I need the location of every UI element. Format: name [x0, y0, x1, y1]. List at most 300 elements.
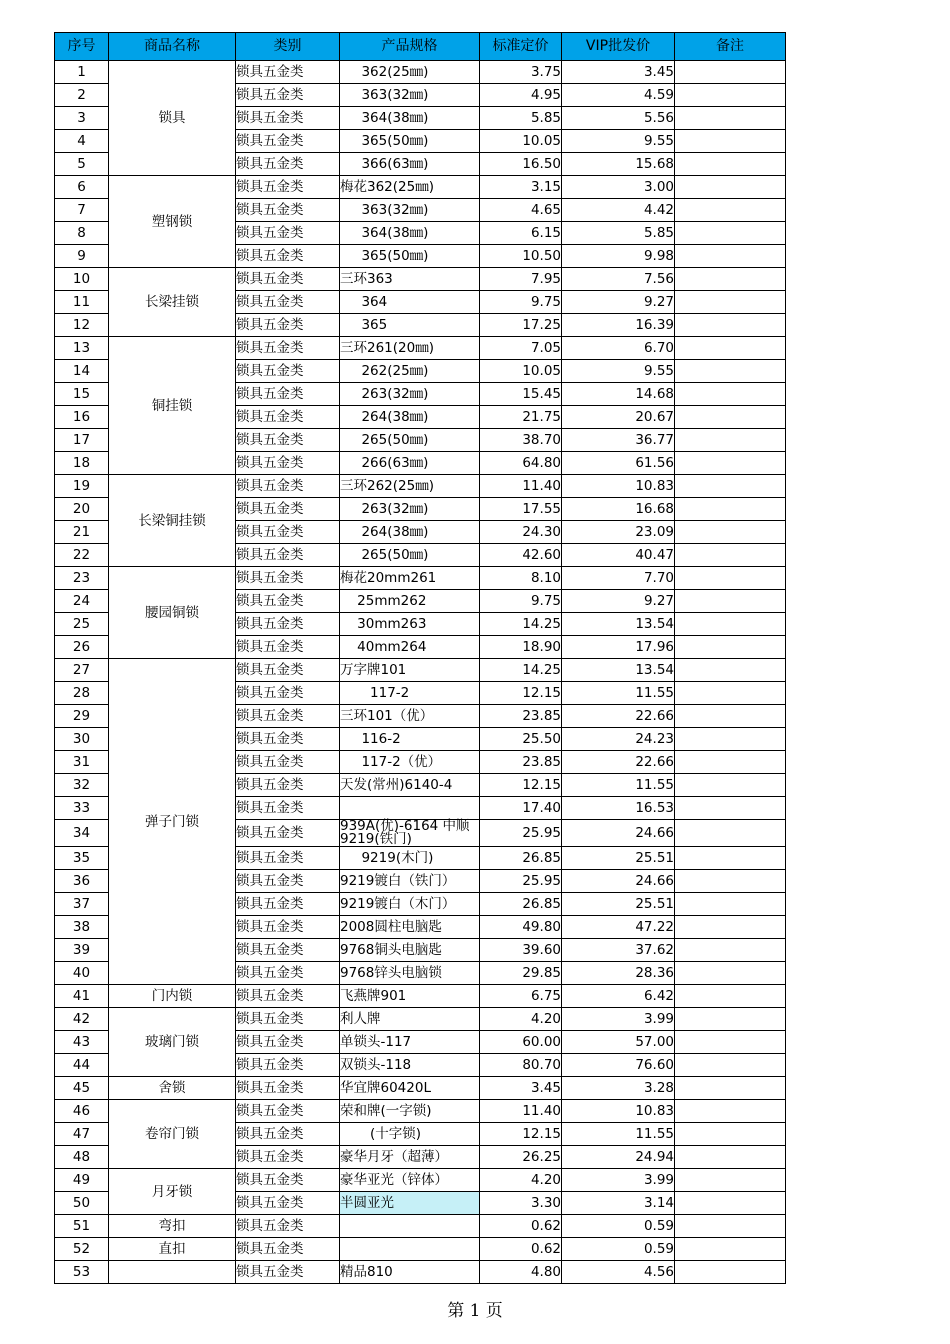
cell-spec: 117-2（优）: [340, 751, 480, 774]
cell-vip-price: 23.09: [562, 521, 675, 544]
cell-std-price: 10.05: [480, 130, 562, 153]
cell-notes: [675, 84, 786, 107]
table-row: [55, 176, 786, 199]
cell-spec: 25mm262: [340, 590, 480, 613]
cell-spec: 三环261(20㎜): [340, 337, 480, 360]
cell-std-price: 12.15: [480, 1123, 562, 1146]
cell-vip-price: 3.14: [562, 1192, 675, 1215]
header-vip-price: VIP批发价: [562, 33, 675, 61]
cell-notes: [675, 1123, 786, 1146]
cell-vip-price: 16.53: [562, 797, 675, 820]
cell-notes: [675, 406, 786, 429]
cell-std-price: 17.40: [480, 797, 562, 820]
cell-vip-price: 16.39: [562, 314, 675, 337]
cell-category: 锁具五金类: [236, 916, 340, 939]
cell-notes: [675, 337, 786, 360]
cell-spec: 40mm264: [340, 636, 480, 659]
cell-std-price: 9.75: [480, 291, 562, 314]
header-seq: 序号: [55, 33, 109, 61]
cell-vip-price: 15.68: [562, 153, 675, 176]
cell-seq: 47: [55, 1123, 109, 1146]
header-spec: 产品规格: [340, 33, 480, 61]
cell-notes: [675, 544, 786, 567]
cell-notes: [675, 1169, 786, 1192]
cell-std-price: 18.90: [480, 636, 562, 659]
cell-std-price: 24.30: [480, 521, 562, 544]
cell-spec: 363(32㎜): [340, 84, 480, 107]
cell-vip-price: 9.55: [562, 130, 675, 153]
cell-spec: 9219(木门): [340, 847, 480, 870]
cell-notes: [675, 222, 786, 245]
cell-category: 锁具五金类: [236, 84, 340, 107]
table-row: [55, 659, 786, 682]
cell-category: 锁具五金类: [236, 939, 340, 962]
cell-spec: [340, 1215, 480, 1238]
cell-category: 锁具五金类: [236, 682, 340, 705]
cell-notes: [675, 659, 786, 682]
table-row: [55, 567, 786, 590]
cell-category: 锁具五金类: [236, 1008, 340, 1031]
cell-std-price: 80.70: [480, 1054, 562, 1077]
cell-std-price: 29.85: [480, 962, 562, 985]
cell-notes: [675, 893, 786, 916]
cell-std-price: 26.25: [480, 1146, 562, 1169]
cell-seq: 7: [55, 199, 109, 222]
cell-vip-price: 0.59: [562, 1238, 675, 1261]
cell-category: 锁具五金类: [236, 1123, 340, 1146]
cell-seq: 23: [55, 567, 109, 590]
cell-std-price: 11.40: [480, 475, 562, 498]
cell-spec: 天发(常州)6140-4: [340, 774, 480, 797]
cell-notes: [675, 245, 786, 268]
cell-seq: 33: [55, 797, 109, 820]
cell-vip-price: 4.59: [562, 84, 675, 107]
cell-spec: 116-2: [340, 728, 480, 751]
cell-category: 锁具五金类: [236, 590, 340, 613]
cell-seq: 10: [55, 268, 109, 291]
cell-vip-price: 3.28: [562, 1077, 675, 1100]
cell-std-price: 39.60: [480, 939, 562, 962]
cell-category: 锁具五金类: [236, 406, 340, 429]
cell-notes: [675, 1031, 786, 1054]
cell-notes: [675, 268, 786, 291]
table-row: [55, 475, 786, 498]
cell-vip-price: 25.51: [562, 893, 675, 916]
cell-std-price: 14.25: [480, 659, 562, 682]
cell-category: 锁具五金类: [236, 1238, 340, 1261]
cell-seq: 32: [55, 774, 109, 797]
cell-vip-price: 22.66: [562, 751, 675, 774]
cell-std-price: 3.15: [480, 176, 562, 199]
header-category: 类别: [236, 33, 340, 61]
cell-vip-price: 36.77: [562, 429, 675, 452]
cell-category: 锁具五金类: [236, 337, 340, 360]
cell-notes: [675, 314, 786, 337]
cell-product-name: [109, 1261, 236, 1284]
table-body: [55, 61, 786, 1284]
cell-vip-price: 16.68: [562, 498, 675, 521]
cell-vip-price: 3.00: [562, 176, 675, 199]
cell-vip-price: 40.47: [562, 544, 675, 567]
cell-seq: 26: [55, 636, 109, 659]
cell-vip-price: 22.66: [562, 705, 675, 728]
cell-category: 锁具五金类: [236, 613, 340, 636]
cell-spec: 939A(优)-6164 中顺9219(铁门): [340, 820, 480, 847]
cell-seq: 52: [55, 1238, 109, 1261]
cell-category: 锁具五金类: [236, 245, 340, 268]
cell-spec: 9768锌头电脑锁: [340, 962, 480, 985]
cell-category: 锁具五金类: [236, 1192, 340, 1215]
cell-seq: 20: [55, 498, 109, 521]
cell-seq: 30: [55, 728, 109, 751]
table-row: [55, 61, 786, 84]
cell-std-price: 8.10: [480, 567, 562, 590]
cell-spec: 266(63㎜): [340, 452, 480, 475]
cell-seq: 45: [55, 1077, 109, 1100]
table-row: [55, 985, 786, 1008]
cell-notes: [675, 383, 786, 406]
cell-category: 锁具五金类: [236, 153, 340, 176]
cell-notes: [675, 820, 786, 847]
cell-vip-price: 9.27: [562, 291, 675, 314]
cell-notes: [675, 682, 786, 705]
cell-std-price: 14.25: [480, 613, 562, 636]
cell-seq: 42: [55, 1008, 109, 1031]
cell-vip-price: 24.66: [562, 820, 675, 847]
cell-notes: [675, 360, 786, 383]
cell-seq: 13: [55, 337, 109, 360]
cell-vip-price: 11.55: [562, 1123, 675, 1146]
cell-spec: 三环262(25㎜): [340, 475, 480, 498]
cell-category: 锁具五金类: [236, 751, 340, 774]
cell-spec: 365: [340, 314, 480, 337]
cell-vip-price: 4.42: [562, 199, 675, 222]
cell-seq: 35: [55, 847, 109, 870]
cell-spec: 364(38㎜): [340, 107, 480, 130]
cell-seq: 46: [55, 1100, 109, 1123]
cell-vip-price: 7.70: [562, 567, 675, 590]
cell-notes: [675, 1077, 786, 1100]
cell-seq: 9: [55, 245, 109, 268]
cell-notes: [675, 153, 786, 176]
table-row: [55, 1261, 786, 1284]
cell-std-price: 4.20: [480, 1008, 562, 1031]
cell-seq: 44: [55, 1054, 109, 1077]
cell-seq: 11: [55, 291, 109, 314]
cell-std-price: 60.00: [480, 1031, 562, 1054]
cell-vip-price: 47.22: [562, 916, 675, 939]
cell-spec: 9219镀白（铁门）: [340, 870, 480, 893]
header-std-price: 标准定价: [480, 33, 562, 61]
cell-seq: 21: [55, 521, 109, 544]
cell-category: 锁具五金类: [236, 1146, 340, 1169]
cell-spec: 265(50㎜): [340, 429, 480, 452]
cell-category: 锁具五金类: [236, 1031, 340, 1054]
cell-vip-price: 11.55: [562, 682, 675, 705]
cell-spec: 三环101（优）: [340, 705, 480, 728]
cell-seq: 27: [55, 659, 109, 682]
cell-seq: 43: [55, 1031, 109, 1054]
cell-std-price: 3.45: [480, 1077, 562, 1100]
cell-vip-price: 25.51: [562, 847, 675, 870]
cell-std-price: 0.62: [480, 1238, 562, 1261]
cell-vip-price: 14.68: [562, 383, 675, 406]
cell-notes: [675, 107, 786, 130]
cell-category: 锁具五金类: [236, 705, 340, 728]
cell-product-name: 铜挂锁: [109, 337, 236, 475]
cell-notes: [675, 1054, 786, 1077]
cell-std-price: 6.15: [480, 222, 562, 245]
cell-seq: 19: [55, 475, 109, 498]
cell-notes: [675, 429, 786, 452]
cell-std-price: 26.85: [480, 893, 562, 916]
cell-vip-price: 17.96: [562, 636, 675, 659]
cell-notes: [675, 751, 786, 774]
cell-spec: 363(32㎜): [340, 199, 480, 222]
cell-notes: [675, 176, 786, 199]
cell-notes: [675, 939, 786, 962]
cell-std-price: 10.05: [480, 360, 562, 383]
cell-spec: 利人牌: [340, 1008, 480, 1031]
cell-category: 锁具五金类: [236, 383, 340, 406]
cell-notes: [675, 916, 786, 939]
cell-spec: 双锁头-118: [340, 1054, 480, 1077]
cell-std-price: 17.25: [480, 314, 562, 337]
cell-notes: [675, 1100, 786, 1123]
cell-category: 锁具五金类: [236, 360, 340, 383]
cell-seq: 31: [55, 751, 109, 774]
cell-seq: 29: [55, 705, 109, 728]
cell-spec: 365(50㎜): [340, 245, 480, 268]
cell-product-name: 玻璃门锁: [109, 1008, 236, 1077]
cell-category: 锁具五金类: [236, 222, 340, 245]
cell-spec: 263(32㎜): [340, 498, 480, 521]
cell-category: 锁具五金类: [236, 893, 340, 916]
cell-product-name: 长梁挂锁: [109, 268, 236, 337]
cell-vip-price: 76.60: [562, 1054, 675, 1077]
cell-std-price: 5.85: [480, 107, 562, 130]
cell-category: 锁具五金类: [236, 636, 340, 659]
cell-std-price: 64.80: [480, 452, 562, 475]
cell-seq: 36: [55, 870, 109, 893]
cell-vip-price: 37.62: [562, 939, 675, 962]
cell-notes: [675, 61, 786, 84]
cell-category: 锁具五金类: [236, 475, 340, 498]
cell-notes: [675, 1215, 786, 1238]
cell-notes: [675, 728, 786, 751]
cell-spec: 华宜牌60420L: [340, 1077, 480, 1100]
cell-spec: 365(50㎜): [340, 130, 480, 153]
cell-product-name: 直扣: [109, 1238, 236, 1261]
cell-category: 锁具五金类: [236, 659, 340, 682]
cell-spec: 30mm263: [340, 613, 480, 636]
cell-spec: 9219镀白（木门）: [340, 893, 480, 916]
cell-vip-price: 20.67: [562, 406, 675, 429]
cell-seq: 8: [55, 222, 109, 245]
cell-notes: [675, 1008, 786, 1031]
cell-category: 锁具五金类: [236, 1077, 340, 1100]
cell-spec: 265(50㎜): [340, 544, 480, 567]
cell-notes: [675, 1192, 786, 1215]
cell-category: 锁具五金类: [236, 107, 340, 130]
cell-notes: [675, 962, 786, 985]
cell-notes: [675, 475, 786, 498]
cell-std-price: 0.62: [480, 1215, 562, 1238]
price-table: [54, 32, 786, 1284]
header-product-name: 商品名称: [109, 33, 236, 61]
cell-notes: [675, 985, 786, 1008]
cell-vip-price: 5.85: [562, 222, 675, 245]
cell-notes: [675, 130, 786, 153]
cell-seq: 25: [55, 613, 109, 636]
cell-notes: [675, 774, 786, 797]
cell-std-price: 21.75: [480, 406, 562, 429]
cell-notes: [675, 498, 786, 521]
cell-category: 锁具五金类: [236, 61, 340, 84]
cell-std-price: 16.50: [480, 153, 562, 176]
cell-spec: 9768铜头电脑匙: [340, 939, 480, 962]
cell-spec: 豪华月牙（超薄）: [340, 1146, 480, 1169]
cell-notes: [675, 567, 786, 590]
table-row: [55, 1100, 786, 1123]
cell-std-price: 4.80: [480, 1261, 562, 1284]
cell-seq: 49: [55, 1169, 109, 1192]
cell-vip-price: 3.45: [562, 61, 675, 84]
cell-seq: 17: [55, 429, 109, 452]
cell-category: 锁具五金类: [236, 567, 340, 590]
cell-product-name: 舍锁: [109, 1077, 236, 1100]
cell-seq: 37: [55, 893, 109, 916]
cell-spec: 万字牌101: [340, 659, 480, 682]
cell-std-price: 49.80: [480, 916, 562, 939]
cell-std-price: 26.85: [480, 847, 562, 870]
cell-seq: 1: [55, 61, 109, 84]
cell-vip-price: 3.99: [562, 1169, 675, 1192]
cell-vip-price: 7.56: [562, 268, 675, 291]
cell-category: 锁具五金类: [236, 130, 340, 153]
cell-vip-price: 61.56: [562, 452, 675, 475]
cell-product-name: 腰园铜锁: [109, 567, 236, 659]
cell-seq: 48: [55, 1146, 109, 1169]
cell-vip-price: 11.55: [562, 774, 675, 797]
cell-notes: [675, 199, 786, 222]
cell-spec: 117-2: [340, 682, 480, 705]
cell-spec: 264(38㎜): [340, 406, 480, 429]
cell-std-price: 25.95: [480, 820, 562, 847]
cell-vip-price: 10.83: [562, 475, 675, 498]
table-row: [55, 1215, 786, 1238]
cell-vip-price: 5.56: [562, 107, 675, 130]
cell-vip-price: 3.99: [562, 1008, 675, 1031]
cell-spec: 264(38㎜): [340, 521, 480, 544]
cell-category: 锁具五金类: [236, 452, 340, 475]
cell-category: 锁具五金类: [236, 521, 340, 544]
cell-seq: 24: [55, 590, 109, 613]
cell-category: 锁具五金类: [236, 847, 340, 870]
cell-category: 锁具五金类: [236, 820, 340, 847]
cell-std-price: 23.85: [480, 751, 562, 774]
cell-vip-price: 24.23: [562, 728, 675, 751]
cell-category: 锁具五金类: [236, 1054, 340, 1077]
cell-seq: 5: [55, 153, 109, 176]
cell-vip-price: 4.56: [562, 1261, 675, 1284]
table-row: [55, 1238, 786, 1261]
cell-vip-price: 9.55: [562, 360, 675, 383]
cell-seq: 34: [55, 820, 109, 847]
cell-spec: 262(25㎜): [340, 360, 480, 383]
cell-std-price: 25.95: [480, 870, 562, 893]
cell-vip-price: 9.98: [562, 245, 675, 268]
cell-product-name: 长梁铜挂锁: [109, 475, 236, 567]
cell-notes: [675, 1146, 786, 1169]
cell-seq: 14: [55, 360, 109, 383]
cell-category: 锁具五金类: [236, 314, 340, 337]
cell-category: 锁具五金类: [236, 544, 340, 567]
cell-notes: [675, 1261, 786, 1284]
cell-std-price: 25.50: [480, 728, 562, 751]
cell-std-price: 3.30: [480, 1192, 562, 1215]
cell-product-name: 锁具: [109, 61, 236, 176]
cell-category: 锁具五金类: [236, 429, 340, 452]
cell-spec: 单锁头-117: [340, 1031, 480, 1054]
cell-spec: 梅花362(25㎜): [340, 176, 480, 199]
cell-seq: 18: [55, 452, 109, 475]
cell-vip-price: 6.70: [562, 337, 675, 360]
header-row: [55, 33, 786, 61]
table-header: [55, 33, 786, 61]
cell-spec: [340, 1238, 480, 1261]
cell-std-price: 10.50: [480, 245, 562, 268]
cell-vip-price: 57.00: [562, 1031, 675, 1054]
cell-notes: [675, 847, 786, 870]
cell-spec: 豪华亚光（锌体）: [340, 1169, 480, 1192]
cell-category: 锁具五金类: [236, 962, 340, 985]
cell-std-price: 9.75: [480, 590, 562, 613]
cell-vip-price: 24.94: [562, 1146, 675, 1169]
table-row: [55, 1169, 786, 1192]
cell-category: 锁具五金类: [236, 1261, 340, 1284]
cell-category: 锁具五金类: [236, 1169, 340, 1192]
cell-category: 锁具五金类: [236, 774, 340, 797]
cell-std-price: 3.75: [480, 61, 562, 84]
cell-category: 锁具五金类: [236, 268, 340, 291]
cell-product-name: 弹子门锁: [109, 659, 236, 985]
cell-spec: 飞燕牌901: [340, 985, 480, 1008]
cell-notes: [675, 636, 786, 659]
cell-std-price: 23.85: [480, 705, 562, 728]
cell-vip-price: 13.54: [562, 659, 675, 682]
cell-notes: [675, 452, 786, 475]
cell-seq: 22: [55, 544, 109, 567]
cell-category: 锁具五金类: [236, 1100, 340, 1123]
cell-std-price: 4.65: [480, 199, 562, 222]
cell-spec: 精品810: [340, 1261, 480, 1284]
cell-std-price: 42.60: [480, 544, 562, 567]
table-row: [55, 1077, 786, 1100]
cell-std-price: 15.45: [480, 383, 562, 406]
cell-category: 锁具五金类: [236, 870, 340, 893]
table-row: [55, 268, 786, 291]
cell-seq: 41: [55, 985, 109, 1008]
cell-notes: [675, 291, 786, 314]
cell-notes: [675, 870, 786, 893]
cell-seq: 6: [55, 176, 109, 199]
cell-category: 锁具五金类: [236, 291, 340, 314]
cell-std-price: 4.20: [480, 1169, 562, 1192]
cell-spec: 263(32㎜): [340, 383, 480, 406]
cell-product-name: 弯扣: [109, 1215, 236, 1238]
cell-std-price: 7.95: [480, 268, 562, 291]
